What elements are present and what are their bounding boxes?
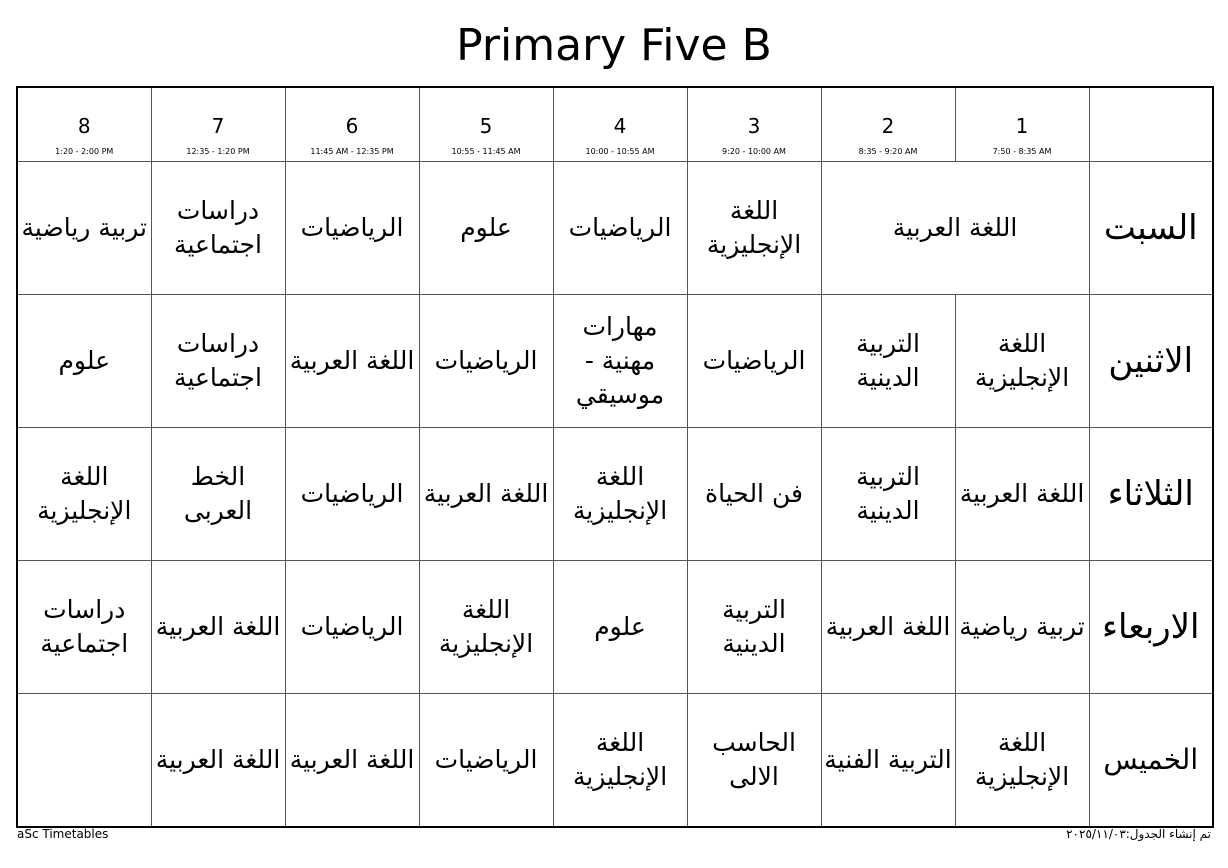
timetable-grid [16, 86, 1214, 828]
period-number: 2 [881, 114, 895, 138]
lesson-subject: اللغة الإنجليزية [572, 462, 668, 525]
lesson-cell [553, 561, 687, 694]
day-name: الاثنين [1089, 295, 1213, 428]
lesson-cell [553, 162, 687, 295]
lesson-subject: اللغة الإنجليزية [974, 728, 1070, 791]
lesson-cell-double [821, 162, 1089, 295]
corner-cell [1089, 87, 1213, 162]
lesson-cell [553, 295, 687, 428]
lesson-cell [687, 561, 821, 694]
period-number: 4 [613, 114, 627, 138]
period-time: 1:20 - 2:00 PM [55, 147, 114, 156]
lesson-subject: اللغة الإنجليزية [438, 595, 534, 658]
lesson-subject: اللغة العربية [155, 612, 281, 641]
period-header [821, 87, 955, 162]
period-number: 3 [747, 114, 761, 138]
day-row-thursday [17, 694, 1213, 828]
lesson-subject: الخط العربى [183, 462, 253, 525]
lesson-cell [687, 428, 821, 561]
lesson-subject: الرياضيات [300, 612, 404, 641]
footer-software-credit: aSc Timetables [17, 827, 109, 841]
lesson-subject: الرياضيات [434, 745, 538, 774]
lesson-cell [553, 694, 687, 828]
period-time: 11:45 AM - 12:35 PM [310, 147, 394, 156]
lesson-subject: الرياضيات [568, 213, 672, 242]
period-number: 6 [345, 114, 359, 138]
period-time: 9:20 - 10:00 AM [722, 147, 786, 156]
lesson-cell [151, 561, 285, 694]
period-header [17, 87, 151, 162]
day-row-wednesday [17, 561, 1213, 694]
lesson-cell [285, 295, 419, 428]
period-header [151, 87, 285, 162]
lesson-cell [821, 295, 955, 428]
lesson-subject: مهارات مهنية - موسيقي [575, 312, 665, 409]
lesson-cell [687, 162, 821, 295]
lesson-subject: تربية رياضية [959, 612, 1085, 641]
period-number: 7 [211, 114, 225, 138]
lesson-subject: الحاسب الالى [712, 728, 796, 791]
lesson-cell [17, 162, 151, 295]
period-header [553, 87, 687, 162]
lesson-subject: دراسات اجتماعية [174, 196, 262, 259]
lesson-subject: دراسات اجتماعية [40, 595, 129, 658]
lesson-subject: اللغة العربية [289, 745, 415, 774]
lesson-subject: اللغة العربية [892, 213, 1018, 242]
day-name: الثلاثاء [1089, 428, 1213, 561]
lesson-subject: علوم [594, 612, 646, 641]
lesson-cell [17, 295, 151, 428]
lesson-subject: الرياضيات [434, 346, 538, 375]
period-header-row [17, 87, 1213, 162]
lesson-subject: تربية رياضية [21, 213, 147, 242]
lesson-subject: اللغة الإنجليزية [572, 728, 668, 791]
lesson-cell [17, 428, 151, 561]
day-name: الاربعاء [1089, 561, 1213, 694]
lesson-subject: الرياضيات [300, 213, 404, 242]
lesson-cell [151, 428, 285, 561]
period-number: 8 [77, 114, 91, 138]
period-number: 1 [1015, 114, 1029, 138]
day-name: الخميس [1089, 694, 1213, 828]
lesson-cell [285, 428, 419, 561]
lesson-cell [419, 694, 553, 828]
lesson-subject: الرياضيات [702, 346, 806, 375]
lesson-cell [285, 162, 419, 295]
period-number: 5 [479, 114, 493, 138]
period-header [687, 87, 821, 162]
period-header [955, 87, 1089, 162]
period-time: 8:35 - 9:20 AM [858, 147, 918, 156]
lesson-subject: اللغة العربية [825, 612, 951, 641]
period-header [285, 87, 419, 162]
lesson-cell [151, 295, 285, 428]
period-time: 12:35 - 1:20 PM [186, 147, 250, 156]
lesson-cell [553, 428, 687, 561]
lesson-cell [955, 694, 1089, 828]
lesson-subject: فن الحياة [705, 479, 803, 508]
lesson-subject: اللغة العربية [155, 745, 281, 774]
day-row-monday [17, 295, 1213, 428]
lesson-subject: التربية الدينية [856, 329, 920, 392]
period-header [419, 87, 553, 162]
lesson-cell [17, 561, 151, 694]
lesson-cell [821, 694, 955, 828]
lesson-subject: اللغة الإنجليزية [706, 196, 802, 259]
period-time: 10:00 - 10:55 AM [585, 147, 655, 156]
lesson-cell [955, 561, 1089, 694]
lesson-cell [955, 428, 1089, 561]
lesson-subject: اللغة العربية [289, 346, 415, 375]
lesson-cell [821, 428, 955, 561]
lesson-cell [419, 561, 553, 694]
lesson-subject: علوم [460, 213, 512, 242]
lesson-subject: اللغة العربية [959, 479, 1085, 508]
lesson-cell [687, 694, 821, 828]
lesson-subject: اللغة الإنجليزية [37, 462, 132, 525]
day-row-tuesday [17, 428, 1213, 561]
lesson-cell [419, 295, 553, 428]
lesson-subject: التربية الدينية [722, 595, 786, 658]
lesson-cell [821, 561, 955, 694]
lesson-cell [285, 561, 419, 694]
lesson-cell [419, 162, 553, 295]
lesson-subject: الرياضيات [300, 479, 404, 508]
period-time: 7:50 - 8:35 AM [992, 147, 1052, 156]
footer-generated-date: تم إنشاء الجدول:٢٠٢٥/١١/٠٣ [1066, 827, 1211, 841]
lesson-subject: علوم [58, 346, 111, 375]
lesson-subject: دراسات اجتماعية [174, 329, 262, 392]
lesson-cell [955, 295, 1089, 428]
period-time: 10:55 - 11:45 AM [451, 147, 521, 156]
lesson-cell-empty [17, 694, 151, 828]
lesson-cell [419, 428, 553, 561]
lesson-cell [285, 694, 419, 828]
lesson-cell [151, 694, 285, 828]
timetable-title: Primary Five B [456, 20, 772, 71]
lesson-subject: اللغة الإنجليزية [974, 329, 1070, 392]
lesson-subject: التربية الدينية [856, 462, 920, 525]
day-row-saturday [17, 162, 1213, 295]
lesson-subject: التربية الفنية [824, 745, 952, 774]
day-name: السبت [1089, 162, 1213, 295]
lesson-subject: اللغة العربية [423, 479, 549, 508]
lesson-cell [151, 162, 285, 295]
lesson-cell [687, 295, 821, 428]
